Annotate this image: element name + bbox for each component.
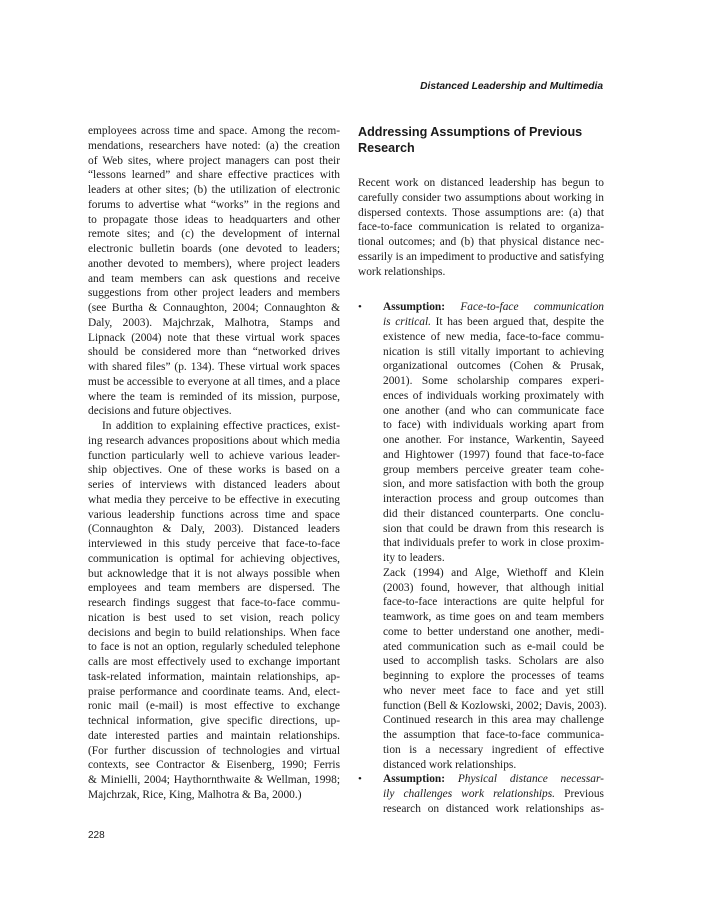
text-line: with shared files” (p. 134). These virtual work spaces: [88, 361, 340, 373]
text-line: Zack (1994) and Alge, Wiethoff and Klein: [383, 566, 604, 579]
text-line: date interested parties and maintain relationships.: [88, 729, 340, 742]
text-line: (2003) found, however, that although initial: [383, 581, 604, 594]
assumption-title-line: [383, 772, 604, 787]
text-line: ing research advances propositions about which media: [88, 434, 340, 447]
text-line: communication is optimal for achieving objectives,: [88, 552, 340, 565]
text-line: 2001). Some scholarship compares experi-: [383, 375, 604, 387]
text-line: contexts, see Contractor & Eisenberg, 1990; Ferris: [88, 759, 340, 772]
assumption-title: Physical distance necessar-: [457, 773, 604, 786]
text-line: In addition to explaining effective practices, exist-: [102, 420, 340, 432]
text-line: Continued research in this area may challenge: [383, 714, 604, 727]
text-line: Majchrzak, Rice, King, Malhotra & Ba, 2000.): [88, 788, 302, 801]
assumption-title-line: [383, 787, 604, 802]
text-line: essarily is an impediment to productive and satisfying: [358, 250, 604, 263]
text-line: where the team is reminded of its mission, purpose,: [88, 390, 340, 403]
text-line: face-to-face communication is related to organiza-: [358, 221, 604, 234]
text-line: Lipnack (2004) note that these virtual work spaces: [88, 331, 340, 344]
text-line: did their distanced counterparts. One conclu-: [383, 507, 604, 520]
left-column: [88, 124, 340, 803]
text-line: must be accessible to everyone at all times, and a place: [88, 375, 340, 388]
text-line: teamwork, as time goes on and team members: [383, 611, 604, 623]
text-line: used to accomplish tasks. Scholars are also: [383, 655, 604, 668]
text-line: nication is best used to set vision, reach policy: [88, 611, 340, 624]
text-line: function particularly well to achieve various leader-: [88, 449, 340, 462]
assumption-item-1: [358, 300, 607, 772]
bullet-icon: •: [358, 773, 362, 786]
text-line: “lessons learned” and share effective practices with: [88, 169, 340, 182]
text-line: function (Bell & Kozlowski, 2002; Davis, 2003).: [383, 699, 607, 712]
text-line: nication is still vitally important to achieving: [383, 345, 604, 358]
assumption-title-line: [383, 300, 604, 315]
text-line: ship objectives. One of these works is based on a: [88, 464, 340, 477]
section-heading: [358, 124, 604, 156]
assumption-text: It has been argued that, despite the: [435, 316, 604, 328]
text-line: tional outcomes; and (b) that physical distance nec-: [358, 236, 604, 248]
text-line: work relationships.: [358, 265, 446, 278]
bullet-icon: •: [358, 301, 362, 314]
heading-line: Addressing Assumptions of Previous: [358, 125, 583, 139]
page-number: 228: [88, 830, 105, 841]
text-line: to face is not an option, regularly scheduled telephone: [88, 641, 340, 654]
text-line: tion is a necessary ingredient of effective: [383, 743, 604, 756]
assumption-title: ily challenges work relationships.: [383, 788, 556, 800]
text-line: organizational outcomes (Cohen & Prusak,: [383, 360, 604, 373]
text-line: group members perceive greater team cohe-: [383, 463, 604, 476]
text-line: that individuals prefer to work in close proxim-: [383, 537, 604, 550]
text-line: should be considered more than “networked drives: [88, 346, 340, 359]
text-line: carefully consider two assumptions about working in: [358, 191, 604, 204]
text-line: decisions and begin to build relationships. When face: [88, 626, 340, 639]
text-line: calls are most effectively used to exchange important: [88, 656, 340, 668]
text-line: the assumption that face-to-face communica-: [383, 729, 604, 741]
assumption-body: [383, 802, 604, 817]
text-line: beginning to explore the processes of teams: [383, 670, 604, 682]
text-line: employees across time and space. Among the recom-: [88, 125, 340, 137]
text-line: another devoted to members), where project leaders: [88, 257, 340, 270]
text-line: various leadership functions across time and space: [88, 508, 340, 521]
text-line: research findings suggest that face-to-face commu-: [88, 597, 340, 609]
text-line: to face) with individuals working apart from: [383, 419, 604, 432]
text-line: Daly, 2003). Majchrzak, Malhotra, Stamps and: [88, 316, 340, 329]
assumption-body-2: [383, 566, 607, 773]
left-paragraph-2: [88, 419, 340, 803]
text-line: forums to advertise what “works” in the regions and: [88, 198, 340, 211]
text-line: remote sites; and (c) the development of internal: [88, 228, 340, 241]
text-line: praise performance and coordinate teams. And, elect-: [88, 685, 340, 698]
intro-paragraph: [358, 176, 604, 279]
text-line: suggestions from other project leaders and members: [88, 287, 340, 300]
text-line: and team members can ask questions and receive: [88, 272, 340, 285]
text-line: electronic bulletin boards (one devoted to leaders;: [88, 243, 340, 255]
assumption-item-2: [358, 772, 604, 816]
text-line: ity to leaders.: [383, 552, 445, 564]
text-line: dispersed contexts. Those assumptions are: (a) that: [358, 206, 604, 219]
text-line: what media they perceive to be effective in executing: [88, 493, 340, 506]
assumption-title: Face-to-face communication: [460, 301, 604, 314]
text-line: leaders at other sites; (b) the utilization of electronic: [88, 184, 340, 196]
text-line: face-to-face interactions are quite helpful for: [383, 596, 604, 609]
text-line: one another (and who can communicate face: [383, 404, 604, 417]
text-line: interviewed in this study perceive that face-to-face: [88, 538, 340, 550]
text-line: Recent work on distanced leadership has begun to: [358, 177, 604, 189]
text-line: decisions and future objectives.: [88, 405, 232, 418]
text-line: series of interviews with distanced leaders about: [88, 479, 340, 491]
text-line: ated communication such as e-mail could be: [383, 640, 604, 653]
text-line: research on distanced work relationships as-: [383, 802, 604, 815]
text-line: existence of new media, face-to-face commu-: [383, 330, 604, 343]
text-line: to propagate those ideas to headquarters and other: [88, 213, 340, 226]
text-line: mendations, researchers have noted: (a) the creation: [88, 139, 340, 152]
text-line: ronic mail (e-mail) is most effective to exchange: [88, 700, 340, 713]
text-line: distanced work relationships.: [383, 758, 517, 771]
text-line: of Web sites, where project managers can post their: [88, 154, 340, 167]
text-line: ences of individuals working proximately with: [383, 389, 604, 402]
text-line: technical information, give specific directions, up-: [88, 715, 340, 727]
text-line: come to better understand one another, medi-: [383, 625, 604, 638]
text-line: sion that could be drawn from this research is: [383, 522, 604, 535]
text-line: and Hightower (1997) found that face-to-face: [383, 448, 604, 461]
assumption-body: [383, 330, 604, 566]
text-line: employees and team members are dispersed. The: [88, 582, 340, 595]
text-line: one another. For instance, Warkentin, Sayeed: [383, 434, 604, 446]
assumption-title: is critical.: [383, 316, 431, 328]
text-line: (For further discussion of technologies and virtual: [88, 744, 340, 757]
running-head: Distanced Leadership and Multimedia: [420, 81, 603, 92]
text-line: who never meet face to face and yet still: [383, 684, 604, 697]
assumption-title-line: [383, 315, 604, 330]
heading-line: Research: [358, 140, 415, 155]
text-line: (see Burtha & Connaughton, 2004; Connaughton &: [88, 302, 340, 314]
assumption-text: Previous: [564, 788, 604, 800]
text-line: sion, and more satisfaction with both the group: [383, 478, 604, 491]
left-paragraph-1: [88, 124, 340, 419]
assumption-label: Assumption:: [383, 301, 446, 314]
text-line: task-related information, maintain relationships, ap-: [88, 670, 340, 683]
assumption-label: Assumption:: [383, 773, 446, 786]
text-line: but acknowledge that it is not always possible when: [88, 567, 340, 580]
text-line: interaction process and group outcomes than: [383, 493, 604, 505]
text-line: & Minielli, 2004; Haythornthwaite & Wellman, 1998;: [88, 774, 340, 786]
right-column: [358, 124, 607, 817]
text-line: (Connaughton & Daly, 2003). Distanced leaders: [88, 523, 340, 536]
